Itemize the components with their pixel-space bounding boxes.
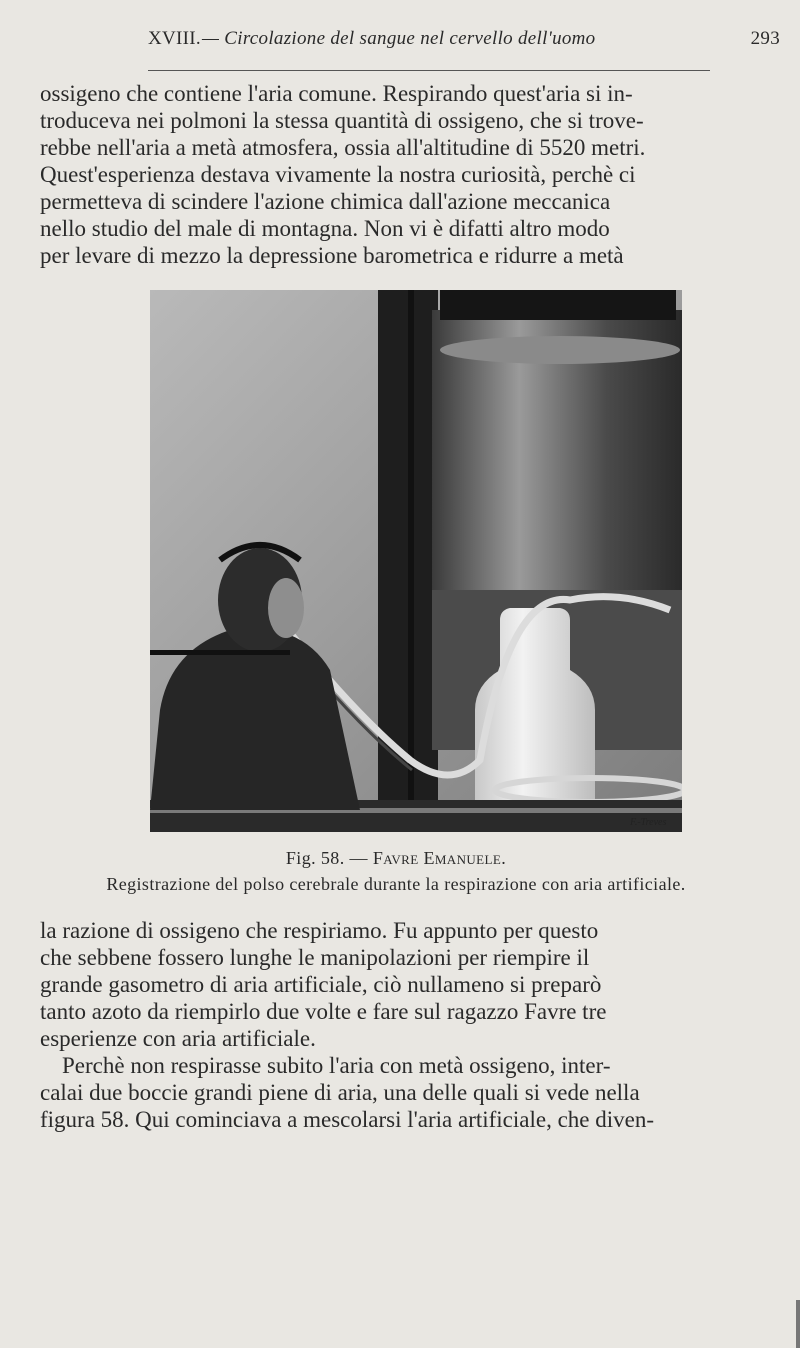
text-line: tanto azoto da riempirlo due volte e fare sul ragazzo Favre tre [40, 999, 607, 1024]
header-rule [148, 70, 710, 71]
paragraph-bottom [40, 917, 752, 1133]
figure-58-photograph [150, 290, 682, 832]
text-line: Perchè non respirasse subito l'aria con metà ossigeno, inter- [62, 1053, 611, 1078]
text-line: ossigeno che contiene l'aria comune. Respirando quest'aria si in- [40, 81, 633, 106]
text-line: figura 58. Qui cominciava a mescolarsi l'aria artificiale, che diven- [40, 1107, 655, 1132]
page-number: 293 [750, 28, 780, 49]
text-line: nello studio del male di montagna. Non vi è difatti altro modo [40, 216, 610, 241]
gasometer-top [440, 290, 676, 320]
running-title [202, 28, 595, 50]
text-line: per levare di mezzo la depressione barometrica e ridurre a metà [40, 243, 624, 268]
chapter-number: XVIII. [148, 28, 201, 49]
text-line: la razione di ossigeno che respiriamo. Fu appunto per questo [40, 918, 599, 943]
figure-caption [40, 846, 752, 896]
paragraph-top [40, 80, 752, 269]
page-edge-mark [796, 1300, 800, 1348]
text-line: Quest'esperienza destava vivamente la nostra curiosità, perchè ci [40, 162, 636, 187]
gasometer-rim [440, 336, 680, 364]
text-line: calai due boccie grandi piene di aria, una delle quali si vede nella [40, 1080, 640, 1105]
artist-signature: F.-Treves [630, 817, 667, 828]
boy-face [268, 578, 304, 638]
text-line: grande gasometro di aria artificiale, ciò nullameno si preparò [40, 972, 602, 997]
text-line: permetteva di scindere l'azione chimica dall'azione meccanica [40, 189, 611, 214]
text-line: esperienze con aria artificiale. [40, 1026, 316, 1051]
text-line: rebbe nell'aria a metà atmosfera, ossia all'altitudine di 5520 metri. [40, 135, 646, 160]
photograph-illustration [150, 290, 682, 832]
caption-dash: — [349, 848, 368, 868]
running-title-text: Circolazione del sangue nel cervello dell'uomo [224, 28, 596, 49]
figure-subject: Favre Emanuele. [372, 848, 507, 868]
clamp-stand [150, 650, 290, 655]
stand-rod [408, 290, 414, 810]
text-line: troduceva nei polmoni la stessa quantità di ossigeno, che si trove- [40, 108, 644, 133]
text-line: che sebbene fossero lunghe le manipolazioni per riempire il [40, 945, 590, 970]
figure-description: Registrazione del polso cerebrale durante la respirazione con aria artificiale. [106, 874, 686, 894]
header-separator: — [202, 28, 220, 49]
figure-label: Fig. 58. [285, 848, 345, 868]
